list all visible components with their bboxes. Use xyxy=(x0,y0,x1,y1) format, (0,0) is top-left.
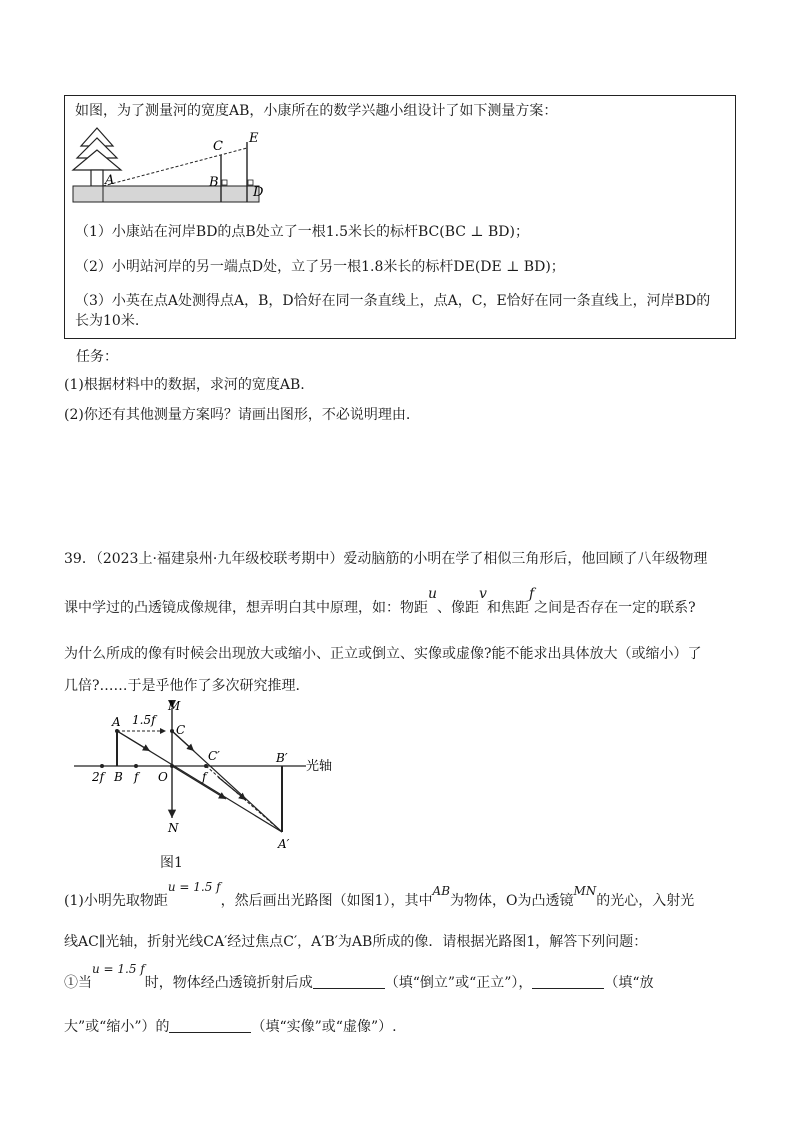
label-axis: 光轴 xyxy=(306,759,333,774)
q39-line4: 几倍?……于是乎他作了多次研究推理. xyxy=(64,678,300,694)
label-2f: 2f xyxy=(92,770,105,784)
blank-enlarge-shrink[interactable] xyxy=(532,974,604,989)
q39-p3: ①当u = 1.5 f时，物体经凸透镜折射后成 （填“倒立”或“正立”）， （填“放 xyxy=(64,962,654,991)
lens-diagram xyxy=(70,700,350,870)
label-B: B xyxy=(209,175,219,190)
step-2: （2）小明站河岸的另一端点D处，立了另一根1.8米长的标杆DE(DE ⊥ BD)； xyxy=(75,259,565,275)
step-3-cont: 长为10米. xyxy=(75,313,140,329)
river-bank xyxy=(73,186,259,202)
step-1: （1）小康站在河岸BD的点B处立了一根1.5米长的标杆BC(BC ⊥ BD)； xyxy=(75,224,529,240)
q39-line2: 课中学过的凸透镜成像规律，想弄明白其中原理，如：物距u、像距v和焦距f之间是否存在一定的联系? xyxy=(64,586,696,616)
label-D: D xyxy=(253,185,264,200)
blank-upright-inverted[interactable] xyxy=(313,974,385,989)
label-O: O xyxy=(158,770,168,784)
figure-caption: 图1 xyxy=(160,855,183,871)
label-Cp: C′ xyxy=(208,749,220,763)
task-1: (1)根据材料中的数据，求河的宽度AB. xyxy=(64,377,305,393)
task-2: (2)你还有其他测量方案吗？请画出图形，不必说明理由. xyxy=(64,407,411,423)
label-f2: f xyxy=(202,770,207,784)
q39-p1: (1)小明先取物距u = 1.5 f，然后画出光路图（如图1），其中AB为物体，O为凸透镜MN的光心，入射光 xyxy=(64,880,695,909)
q39-line3: 为什么所成的像有时候会出现放大或缩小、正立或倒立、实像或虚像?能不能求出具体放大（或缩小）了 xyxy=(64,646,702,662)
label-f1: f xyxy=(134,770,139,784)
label-E: E xyxy=(249,131,259,146)
blank-real-virtual[interactable] xyxy=(169,1018,251,1033)
q39-p4: 大”或“缩小”）的 （填“实像”或“虚像”）. xyxy=(64,1019,397,1035)
label-Bp: B′ xyxy=(276,751,288,765)
label-Ap: A′ xyxy=(278,837,290,851)
label-B-lens: B xyxy=(114,770,123,784)
intro-text: 如图，为了测量河的宽度AB，小康所在的数学兴趣小组设计了如下测量方案： xyxy=(75,103,558,119)
label-C-lens: C xyxy=(176,723,186,737)
tasks-heading: 任务： xyxy=(76,349,118,365)
q39-line1: 39．（2023上·福建泉州·九年级校联考期中）爱动脑筋的小明在学了相似三角形后，他回顾了八年级物理 xyxy=(64,551,708,567)
label-N: N xyxy=(168,821,179,835)
label-M: M xyxy=(168,700,181,713)
q39-p2: 线AC∥光轴，折射光线CA′经过焦点C′，A′B′为AB所成的像．请根据光路图1，解答下列问题： xyxy=(64,934,648,950)
step-3: （3）小英在点A处测得点A，B，D恰好在同一条直线上，点A，C，E恰好在同一条直线上，河岸BD的 xyxy=(75,293,711,309)
label-dist: 1.5f xyxy=(132,713,156,727)
label-A: A xyxy=(105,173,115,188)
label-C: C xyxy=(213,139,223,154)
label-A-lens: A xyxy=(112,715,121,729)
material-box xyxy=(64,95,736,339)
river-diagram xyxy=(69,124,269,216)
